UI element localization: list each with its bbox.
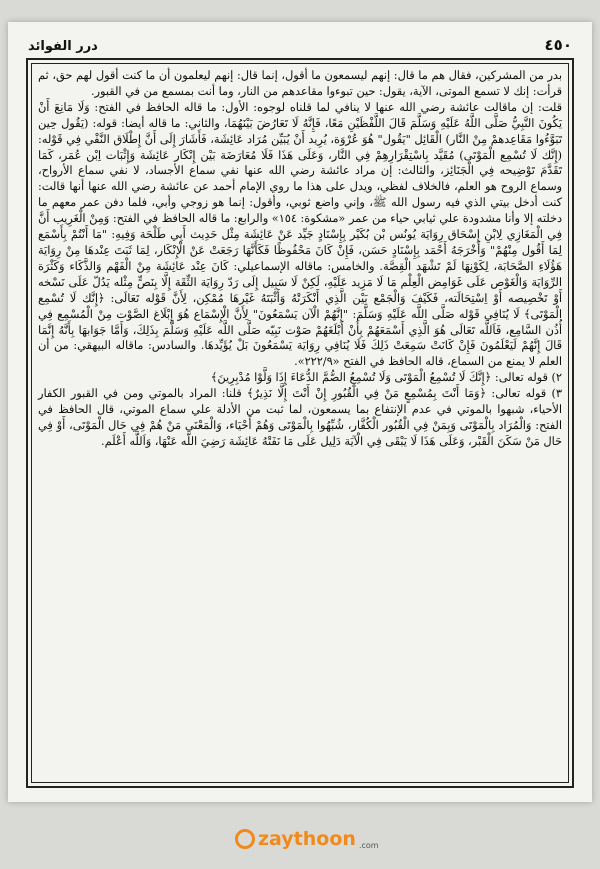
text-frame [26, 58, 574, 788]
paragraph-3: ٢) قوله تعالى: ﴿إِنَّكَ لَا تُسْمِعُ الْمَوْتَى وَلَا تُسْمِعُ الصُّمَّ الدُّعَاءَ إِذَا وَلَّوْا مُدْبِرِينَ﴾ [210, 371, 562, 385]
logo-mark-icon [235, 829, 255, 849]
logo-domain: .com [358, 841, 379, 850]
body-text [38, 68, 562, 450]
paragraph-1: بدر من المشركين، فقال هم ما قال: إنهم ليسمعون ما أقول، إنما قال: إنهم ليعلمون أن ما كنت أقول لهم حق، ثم قرأت: إنك لا تسمع الموتى، الآية، يقول: حين تبوءوا مقاعدهم من النار، وما أنت بمسمع من في القبور. [38, 69, 562, 98]
book-page [8, 22, 592, 802]
watermark-logo [235, 828, 379, 850]
page-number: ٤٥٠ [544, 36, 572, 54]
paragraph-4: ٣) قوله تعالى: ﴿وَمَا أَنْتَ بِمُسْمِعٍ مَنْ فِي الْقُبُورِ إِنْ أَنْتَ إِلَّا نَذِيرٌ﴾ قلنا: المراد بالموتي ومن في القبور الكفار الأحياء، شبهوا بالموتي في عدم الإنتفاع بما يسمعون، لما ثبت من الأدلة علي سماع الموتي، قال الحافظ في الفتح: وَالْمُرَاد بِالْمَوْتَى وَبِمَنْ فِي الْقُبُور الْكُفَّار، شُبِّهُوا بِالْمَوْتَى وَهُمْ أَحْيَاء، وَالْمَعْنَى مَنْ هُمْ فِي حَال الْمَوْتَى، أَوْ فِي حَال مَنْ سَكَنَ الْقَبْر، وَعَلَى هَذَا لَا يَبْقَى فِي الْآيَة دَلِيل عَلَى مَا نَفَتْهُ عَائِشَة رَضِيَ اللَّه عَنْهَا، وَاَللَّه أَعْلَم. [38, 387, 562, 448]
text-frame-inner [31, 63, 569, 783]
logo-brand: zaythoon [258, 828, 356, 850]
paragraph-2: قلت: إن ماقالت عائشة رضي الله عنها لا ينافي لما قلناه لوجوه: الأول: ما قاله الحافظ في الفتح: وَلَا مَانِعَ أَنْ يَكُونَ النَّبِيُّ صَلَّى اللَّهُ عَلَيْهِ وَسَلَّمَ قَالَ اللَّفْظَيْنِ مَعًا، فَإِنَّهُ لَا تَعَارُضَ بَيْنَهُمَا، والثاني: ما قاله أيضا: قوله: (يَقُول حِين تَبَوَّءُوا مَقَاعِدهمْ مِنْ النَّار) الْقَائِل "يَقُول" هُوَ عُرْوَة، يُرِيد أَنْ يُبَيِّن مُرَاد عَائِشَة، فَأَشَارَ إِلَى أَنَّ إِطْلَاق النَّفْي فِي قَوْله: (إِنَّك لَا تُسْمِع الْمَوْتَى) مُقَيَّد بِاسْتِقْرَارِهِمْ فِي النَّار، وَعَلَى هَذَا فَلَا مُعَارَضَة بَيْن إِنْكَار عَائِشَة وَإِثْبَات اِبْن عُمَر، كَمَا تَقَدَّمَ تَوْضِيحه فِي الْجَنَائِز، والثالث: إن مراد عائشة رضي الله عنها نفي سماع الأجساد، لا نفي سماع الأرواح، وسماع الروح هو العلم، فالخلاف لفظي، ويدل على هذا ما روي الإمام أحمد عن عائشة رضي الله عنها أنها قالت: كنت أدخل بيتي الذي فيه رسول الله ﷺ، وإني واضع ثوبي، وأقول: إنما هو زوجي وأبي، فلما دفن عمر معهم ما دخلته إلا وأنا مشدودة علي ثيابي حياء من عمر «مشكوة: ١٥٤» والرابع: ما قاله الحافظ في الفتح: وَمِنْ الْغَرِيب أَنَّ فِي الْمَغَازِي لِابْنِ إِسْحَاق رِوَايَة يُونُس بْن بُكَيْر بِإِسْنَادٍ جَيِّد عَنْ عَائِشَة مِثْل حَدِيث أَبِي طَلْحَة وَفِيهِ: "مَا أَنْتُمْ بِأَسْمَع لِمَا أَقُول مِنْهُمْ" وَأَخْرَجَهُ أَحْمَد بِإِسْنَادٍ حَسَن، فَإِنْ كَانَ مَحْفُوظًا فَكَأَنَّهَا رَجَعَتْ عَنْ الْإِنْكَار، لِمَا ثَبَتَ عِنْدهَا مِنْ رِوَايَة هَؤُلَاءِ الصَّحَابَة، لِكَوْنِهَا لَمْ تَشْهَد الْقِصَّة. والخامس: ماقاله الإسماعيلي: كَانَ عِنْد عَائِشَة مِنْ الْفَهْم وَالذَّكَاء وَكَثْرَة الرِّوَايَة وَالْغَوْص عَلَى غَوَامِض الْعِلْم مَا لَا مَزِيد عَلَيْهِ، لَكِنْ لَا سَبِيل إِلَى رَدّ رِوَايَة الثِّقَة إِلَّا بِنَصٍّ مِثْله يَدُلّ عَلَى نَسْخه أَوْ تَخْصِيصه أَوْ اِسْتِحَالَته، فَكَيْفَ وَالْجَمْع بَيْن الَّذِي أَنْكَرَتْهُ وَأَثْبَتَهُ غَيْرهَا مُمْكِن، لِأَنَّ قَوْله تَعَالَى: ﴿إِنَّك لَا تُسْمِع الْمَوْتَى﴾ لَا يُنَافِي قَوْله صَلَّى اللَّه عَلَيْهِ وَسَلَّمَ: "إِنَّهُمْ الْآن يَسْمَعُونَ" لِأَنَّ الْإِسْمَاع هُوَ إِبْلَاغ الصَّوْت مِنْ الْمُسْمِع فِي أُذُن السَّامِع، فَاَللَّه تَعَالَى هُوَ الَّذِي أَسْمَعَهُمْ بِأَنْ أَبْلَغَهُمْ صَوْت نَبِيّه صَلَّى اللَّه عَلَيْهِ وَسَلَّمَ بِذَلِكَ، وَأَمَّا جَوَابهَا بِأَنَّهُ إِنَّمَا قَالَ إِنَّهُمْ لَيَعْلَمُونَ فَإِنْ كَانَتْ سَمِعَتْ ذَلِكَ فَلَا يُنَافِي رِوَايَة يَسْمَعُونَ بَلْ يُؤَيِّدهَا. والسادس: ماقاله البيهقي: من أن العلم لا يمنع من السماع، قاله الحافظ في الفتح «٢٢٢/٩». [38, 100, 562, 369]
book-title: درر الفوائد [28, 39, 98, 54]
page-header [28, 26, 572, 54]
